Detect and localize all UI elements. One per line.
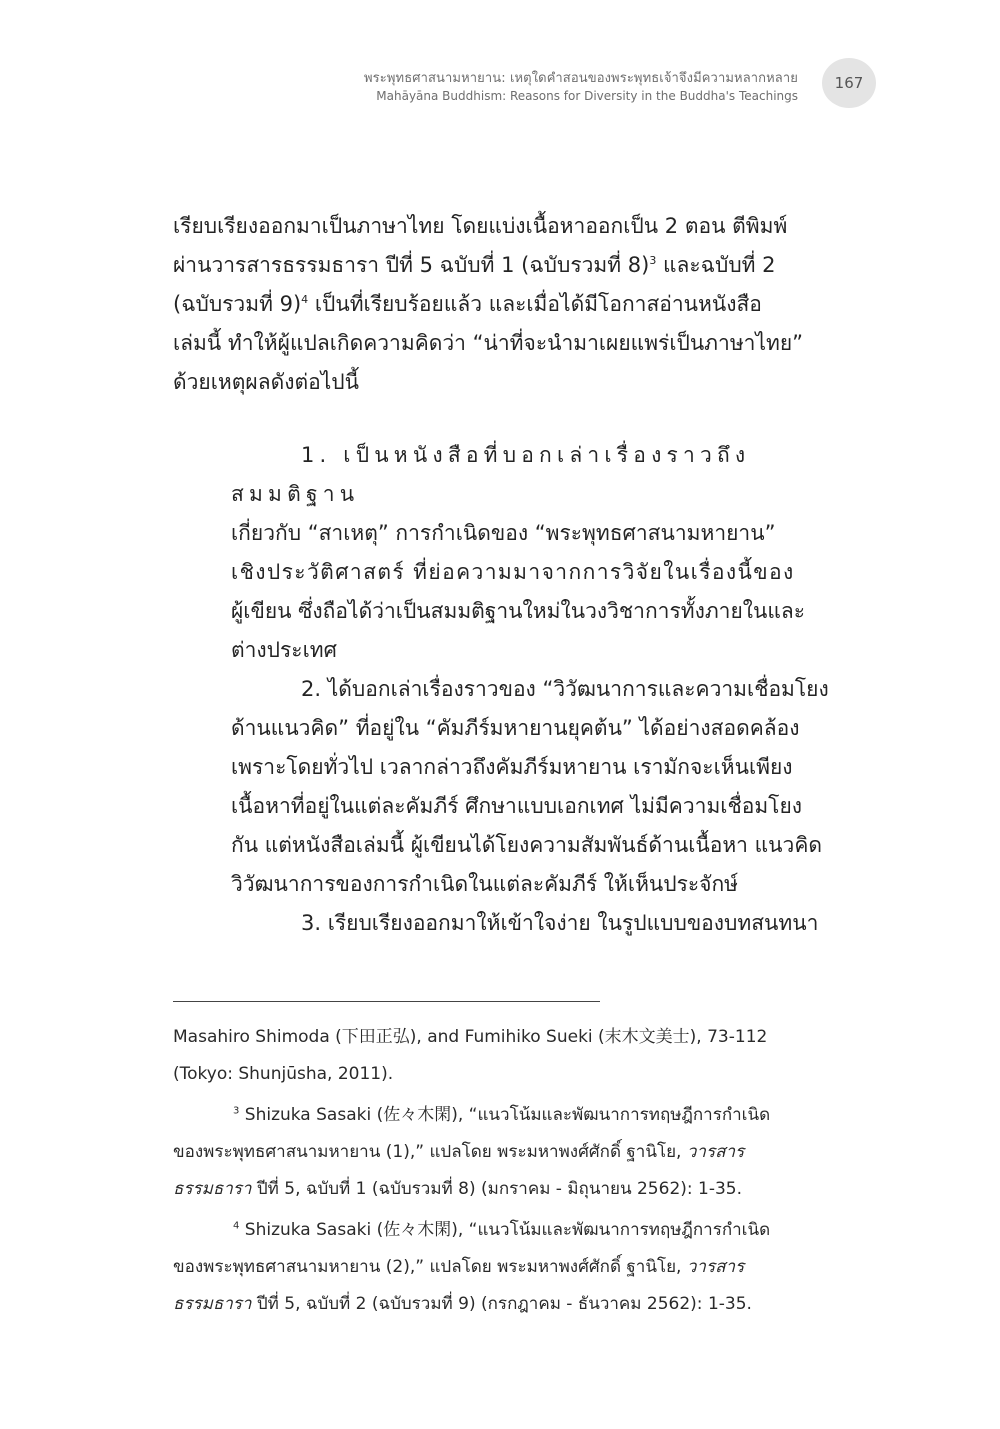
intro-line: เป็นที่เรียบร้อยแล้ว และเมื่อได้มีโอกาสอ่านหนังสือ (308, 292, 762, 316)
intro-line: ด้วยเหตุผลดังต่อไปนี้ (173, 370, 359, 394)
reason-2-line: ด้านแนวคิด” ที่อยู่ใน “คัมภีร์มหายานยุคต้น” ได้อย่างสอดคล้อง (231, 716, 800, 740)
footnote-4 (173, 1212, 859, 1323)
footnote-continued (173, 1019, 859, 1093)
page-number-badge: 167 (822, 58, 876, 108)
reason-2-line: 2. ได้บอกเล่าเรื่องราวของ “วิวัฒนาการและความเชื่อมโยง (301, 677, 829, 701)
running-header (364, 70, 798, 105)
reason-2-line: เพราะโดยทั่วไป เวลากล่าวถึงคัมภีร์มหายาน เรามักจะเห็นเพียง (231, 755, 793, 779)
footnote-3-journal: ธรรมธารา (173, 1179, 252, 1199)
reason-1-line: ผู้เขียน ซึ่งถือได้ว่าเป็นสมมติฐานใหม่ในวงวิชาการทั้งภายในและ (231, 599, 806, 623)
intro-line: (ฉบับรวมที่ 9) (173, 292, 302, 316)
footnote-3-marker: 3 (233, 1105, 240, 1117)
reason-1-line: 1. เป็นหนังสือที่บอกเล่าเรื่องราวถึงสมมติฐาน (231, 443, 751, 506)
intro-line: และฉบับที่ 2 (656, 253, 776, 277)
reason-3-line: 3. เรียบเรียงออกมาให้เข้าใจง่าย ในรูปแบบของบทสนทนา (301, 911, 819, 935)
reason-2-line: เนื้อหาที่อยู่ในแต่ละคัมภีร์ ศึกษาแบบเอกเทศ ไม่มีความเชื่อมโยง (231, 794, 803, 818)
footnote-cont-line: (Tokyo: Shunjūsha, 2011). (173, 1064, 394, 1084)
footnotes-section (173, 1019, 859, 1323)
reason-1-line: เกี่ยวกับ “สาเหตุ” การกำเนิดของ “พระพุทธศาสนามหายาน” (231, 521, 776, 545)
footnote-4-line: ปีที่ 5, ฉบับที่ 2 (ฉบับรวมที่ 9) (กรกฎาคม - ธันวาคม 2562): 1-35. (251, 1294, 752, 1314)
footnote-separator (173, 1001, 600, 1002)
footnote-cont-line: Masahiro Shimoda (下田正弘), and Fumihiko Sueki (末木文美士), 73-112 (173, 1027, 768, 1047)
footnote-4-journal: วารสาร (686, 1257, 745, 1277)
header-thai-title: พระพุทธศาสนามหายาน: เหตุใดคำสอนของพระพุทธเจ้าจึงมีความหลากหลาย (364, 71, 798, 86)
intro-line: ผ่านวารสารธรรมธารา ปีที่ 5 ฉบับที่ 1 (ฉบับรวมที่ 8) (173, 253, 650, 277)
footnote-3-journal: วารสาร (686, 1142, 745, 1162)
footnote-ref-4[interactable]: 4 (301, 293, 309, 306)
footnote-3-line: ปีที่ 5, ฉบับที่ 1 (ฉบับรวมที่ 8) (มกราคม - มิถุนายน 2562): 1-35. (251, 1179, 743, 1199)
reason-2-line: กัน แต่หนังสือเล่มนี้ ผู้เขียนได้โยงความสัมพันธ์ด้านเนื้อหา แนวคิด (231, 833, 823, 857)
footnote-4-journal: ธรรมธารา (173, 1294, 252, 1314)
footnote-3-line: ของพระพุทธศาสนามหายาน (1),” แปลโดย พระมหาพงศ์ศักดิ์ ฐานิโย, (173, 1142, 687, 1162)
main-body-text (173, 207, 859, 943)
footnote-4-line: Shizuka Sasaki (佐々木閑), “แนวโน้มและพัฒนาการทฤษฎีการกำเนิด (239, 1220, 771, 1240)
footnote-3 (173, 1097, 859, 1208)
reason-item-2 (173, 670, 859, 904)
reason-item-3 (173, 904, 859, 943)
reason-item-1 (173, 436, 859, 670)
footnote-ref-3[interactable]: 3 (649, 254, 657, 267)
intro-line: เรียบเรียงออกมาเป็นภาษาไทย โดยแบ่งเนื้อหาออกเป็น 2 ตอน ตีพิมพ์ (173, 214, 788, 238)
header-english-title: Mahāyāna Buddhism: Reasons for Diversity in the Buddha's Teachings (376, 89, 798, 103)
footnote-4-line: ของพระพุทธศาสนามหายาน (2),” แปลโดย พระมหาพงศ์ศักดิ์ ฐานิโย, (173, 1257, 687, 1277)
reason-1-line: ต่างประเทศ (231, 638, 337, 662)
intro-paragraph (173, 207, 859, 402)
footnote-3-line: Shizuka Sasaki (佐々木閑), “แนวโน้มและพัฒนาการทฤษฎีการกำเนิด (239, 1105, 771, 1125)
intro-line: เล่มนี้ ทำให้ผู้แปลเกิดความคิดว่า “น่าที่จะนำมาเผยแพร่เป็นภาษาไทย” (173, 331, 804, 355)
footnote-4-marker: 4 (233, 1220, 240, 1232)
reason-2-line: วิวัฒนาการของการกำเนิดในแต่ละคัมภีร์ ให้เห็นประจักษ์ (231, 872, 739, 896)
reason-1-line: เชิงประวัติศาสตร์ ที่ย่อความมาจากการวิจัยในเรื่องนี้ของ (231, 560, 795, 584)
